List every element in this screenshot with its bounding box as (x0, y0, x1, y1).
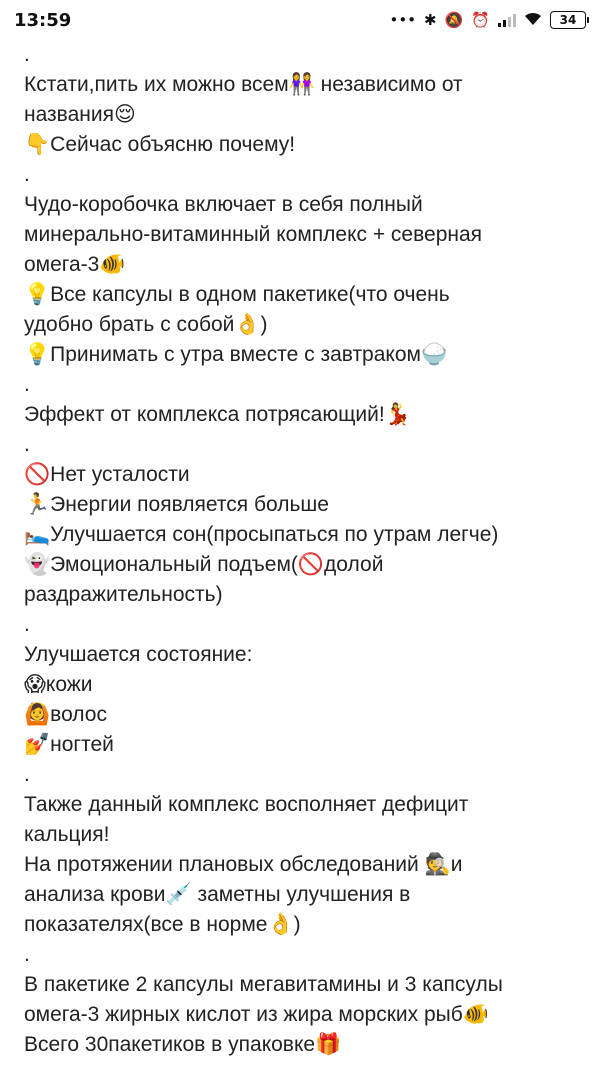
post-line: названия😌 (24, 103, 136, 126)
post-line: 🚫Нет усталости (24, 463, 190, 486)
post-line: омега-3🐠 (24, 253, 126, 276)
post-line: 💅ногтей (24, 733, 114, 756)
post-line: кальция! (24, 823, 110, 846)
post-line: показателях(все в норме👌) (24, 913, 301, 936)
post-text (24, 40, 586, 1060)
post-line: 🛌Улучшается сон(просыпаться по утрам легче) (24, 523, 499, 546)
post-line: . (24, 763, 30, 786)
post-line: раздражительность) (24, 583, 223, 606)
wifi-icon (524, 12, 542, 29)
signal-icon (498, 13, 516, 27)
post-line: Кстати,пить их можно всем👭 независимо от (24, 73, 463, 96)
battery-icon: 34 (550, 11, 586, 29)
post-line: . (24, 163, 30, 186)
post-line: Улучшается состояние: (24, 643, 253, 666)
post-line: удобно брать с собой👌) (24, 313, 268, 336)
post-line: Чудо-коробочка включает в себя полный (24, 193, 423, 216)
status-bar (0, 0, 600, 40)
post-line: 👇Сейчас объясню почему! (24, 133, 296, 156)
post-line: . (24, 613, 30, 636)
post-line: . (24, 433, 30, 456)
post-line: Также данный комплекс восполняет дефицит (24, 793, 469, 816)
post-line: Всего 30пакетиков в упаковке🎁 (24, 1033, 342, 1056)
post-line: 👻Эмоциональный подъем(🚫долой (24, 553, 384, 576)
more-icon: ••• (389, 10, 417, 29)
post-line: На протяжении плановых обследований 🕵и (24, 853, 463, 876)
post-line: Эффект от комплекса потрясающий!💃 (24, 403, 411, 426)
post-line: В пакетике 2 капсулы мегавитамины и 3 капсулы (24, 973, 503, 996)
post-line: 🏃Энергии появляется больше (24, 493, 329, 516)
post-line: . (24, 943, 30, 966)
status-time: 13:59 (14, 9, 72, 31)
mute-icon: 🔕 (444, 10, 464, 29)
post-line: . (24, 373, 30, 396)
post-line: 😱кожи (24, 673, 93, 696)
post-line: 💡Принимать с утра вместе с завтраком🍚 (24, 343, 448, 366)
post-line: анализа крови💉 заметны улучшения в (24, 883, 411, 906)
status-icons (390, 11, 587, 29)
post-line: минерально-витаминный комплекс + северная (24, 223, 483, 246)
post-line: 🙆волос (24, 703, 107, 726)
alarm-icon: ⏰ (471, 10, 490, 29)
post-line: омега-3 жирных кислот из жира морских рыб🐠 (24, 1003, 489, 1026)
post-line: 💡Все капсулы в одном пакетике(что очень (24, 283, 450, 306)
post-line: . (24, 43, 30, 66)
bluetooth-icon: ✱ (424, 10, 437, 29)
